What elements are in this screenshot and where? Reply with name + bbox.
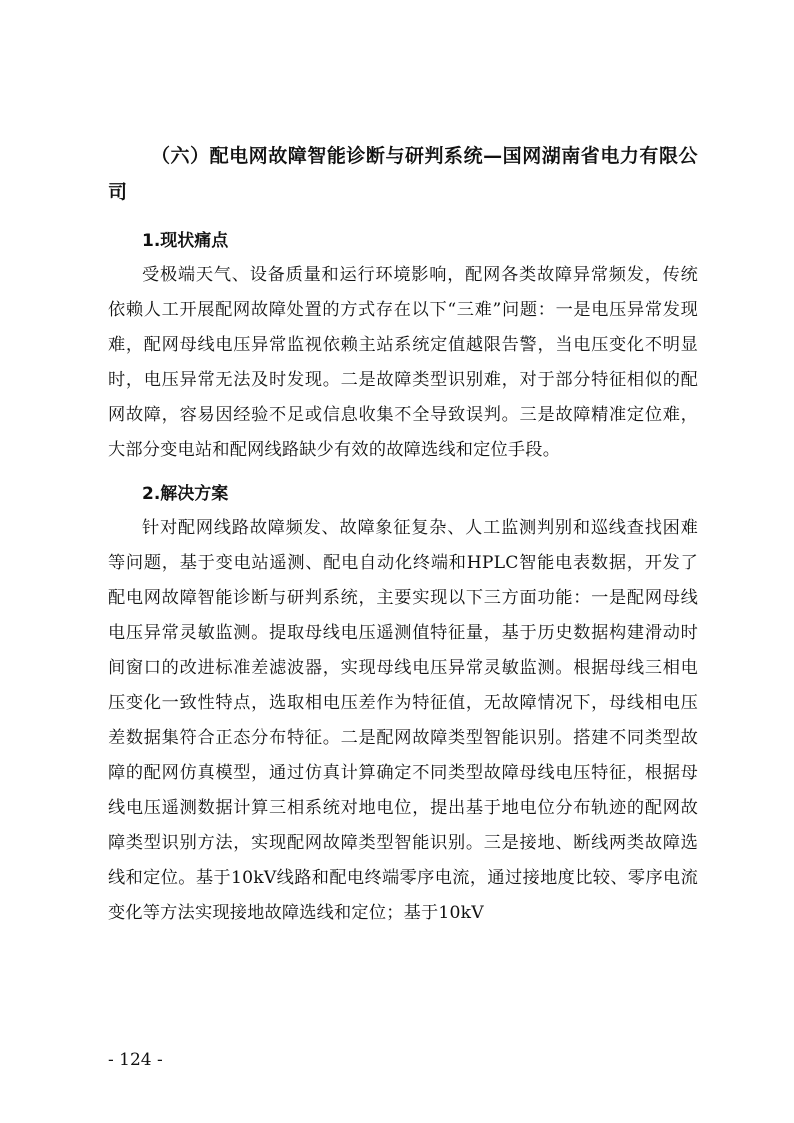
page-number: - 124 -	[108, 1050, 163, 1070]
section-heading-solution: 2.解决方案	[142, 484, 229, 504]
section-paragraph-solution: 针对配网线路故障频发、故障象征复杂、人工监测判别和巡线查找困难等问题，基于变电站遥测、配电自动化终端和HPLC智能电表数据，开发了配电网故障智能诊断与研判系统，主要实现以下三方面功能：一是配网母线电压异常灵敏监测。提取母线电压遥测值特征量，基于历史数据构建滑动时间窗口的改进标准差滤波器，实现母线电压异常灵敏监测。根据母线三相电压变化一致性特点，选取相电压差作为特征值，无故障情况下，母线相电压差数据集符合正态分布特征。二是配网故障类型智能识别。搭建不同类型故障的配网仿真模型，通过仿真计算确定不同类型故障母线电压特征，根据母线电压遥测数据计算三相系统对地电位，提出基于地电位分布轨迹的配网故障类型识别方法，实现配网故障类型智能识别。三是接地、断线两类故障选线和定位。基于10kV线路和配电终端零序电流，通过接地度比较、零序电流变化等方法实现接地故障选线和定位；基于10kV	[108, 518, 698, 923]
section-paragraph-pain-points: 受极端天气、设备质量和运行环境影响，配网各类故障异常频发，传统依赖人工开展配网故障处置的方式存在以下“三难”问题：一是电压异常发现难，配网母线电压异常监视依赖主站系统定值越限告警，当电压变化不明显时，电压异常无法及时发现。二是故障类型识别难，对于部分特征相似的配网故障，容易因经验不足或信息收集不全导致误判。三是故障精准定位难，大部分变电站和配网线路缺少有效的故障选线和定位手段。	[108, 265, 698, 460]
document-title: （六）配电网故障智能诊断与研判系统—国网湖南省电力有限公司	[108, 145, 698, 203]
section-heading-pain-points: 1.现状痛点	[142, 231, 229, 251]
